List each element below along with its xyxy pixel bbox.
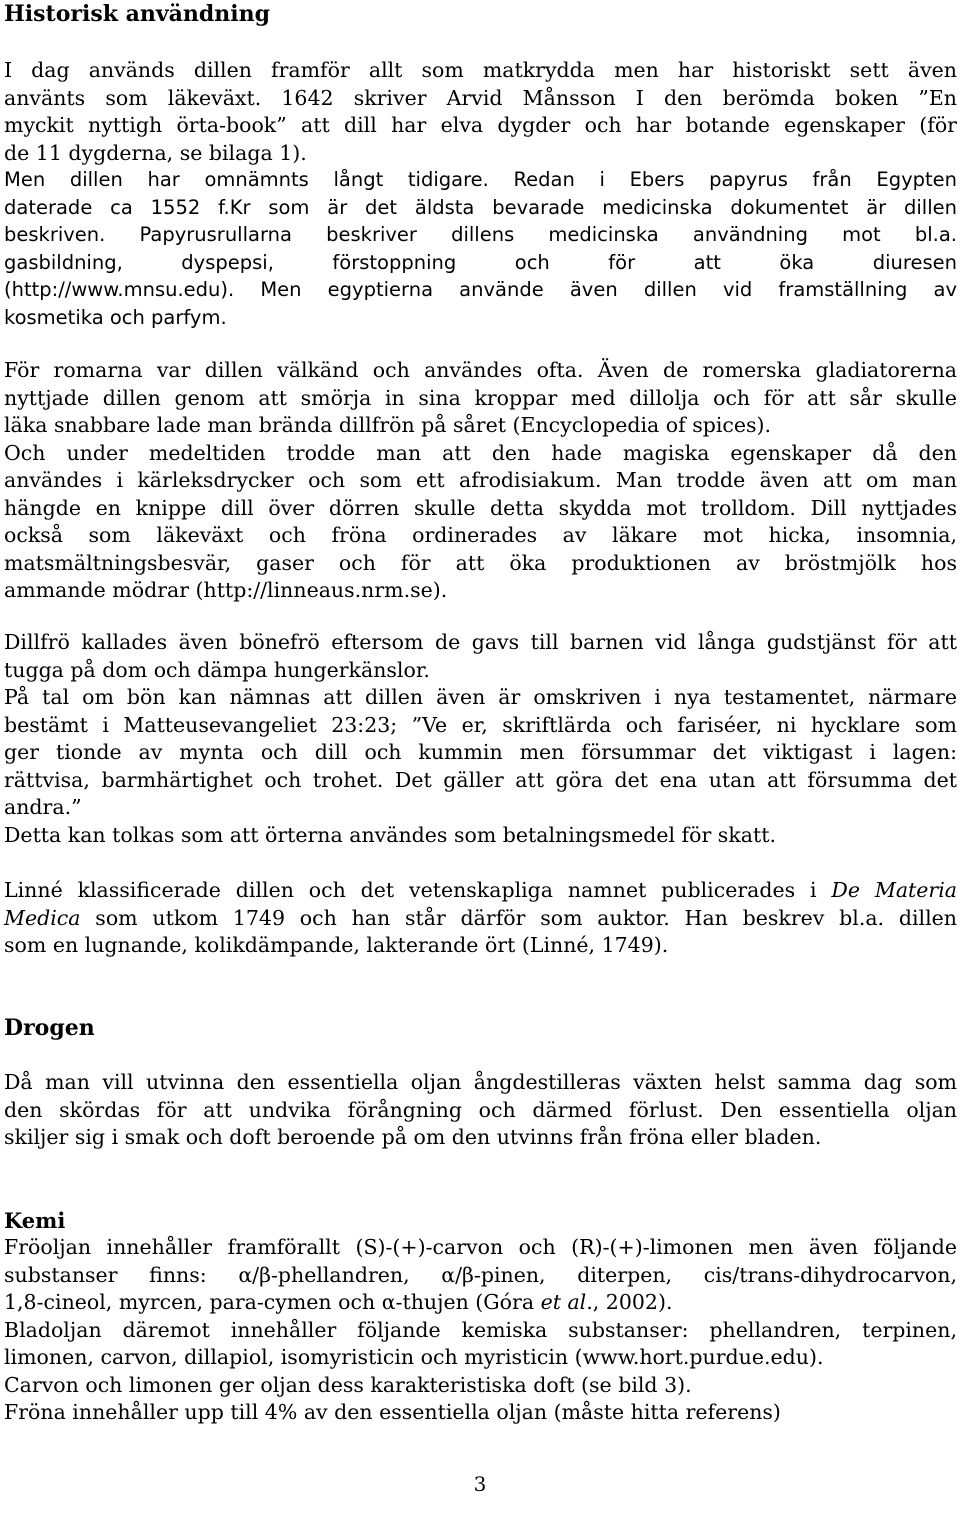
text-line: Då man vill utvinna den essentiella oljan ångdestilleras växten helst samma dag som <box>4 1070 957 1094</box>
book-title: De Materia <box>831 878 957 902</box>
text-line: användes i kärleksdrycker och som ett afrodisiakum. Man trodde även att om man <box>4 468 957 492</box>
text-line: den skördas för att undvika förångning och därmed förlust. Den essentiella oljan <box>4 1097 957 1122</box>
text-line: skiljer sig i smak och doft beroende på om den utvinns från fröna eller bladen. <box>4 1125 822 1149</box>
text-line: Och under medeltiden trodde man att den hade magiska egenskaper då den <box>4 440 957 465</box>
text-line: På tal om bön kan nämnas att dillen även är omskriven i nya testamentet, närmare <box>4 685 957 709</box>
book-title: Medica <box>4 905 81 930</box>
text-line: Fröna innehåller upp till 4% av den essentiella oljan (måste hitta referens) <box>4 1400 781 1424</box>
paragraph-dillfro <box>4 629 957 849</box>
text-line: beskriven. Papyrusrullarna beskriver dillens medicinska användning mot bl.a. <box>4 223 957 246</box>
heading-historisk: Historisk användning <box>4 1 270 27</box>
text-line: gasbildning, dyspepsi, förstoppning och för att öka diuresen <box>4 250 957 274</box>
text-line: Detta kan tolkas som att örterna användes som betalningsmedel för skatt. <box>4 822 776 847</box>
paragraph-drogen <box>4 1069 957 1152</box>
text-line: Carvon och limonen ger oljan dess karakteristiska doft (se bild 3). <box>4 1372 692 1397</box>
text-line: matsmältningsbesvär, gaser och för att öka produktionen av bröstmjölk hos <box>4 550 957 575</box>
text-line: också som läkeväxt och fröna ordinerades av läkare mot hicka, insomnia, <box>4 523 957 547</box>
heading-drogen: Drogen <box>4 1015 95 1041</box>
text-run: som utkom 1749 och han står därför som auktor. Han beskrev bl.a. dillen <box>80 905 957 930</box>
text-line: För romarna var dillen välkänd och användes ofta. Även de romerska gladiatorerna <box>4 358 957 382</box>
text-line: använts som läkeväxt. 1642 skriver Arvid Månsson I den berömda boken ”En <box>4 85 957 110</box>
text-line: I dag används dillen framför allt som matkrydda men har historiskt sett även <box>4 58 957 82</box>
paragraph-kemi <box>4 1234 957 1427</box>
text-line: limonen, carvon, dillapiol, isomyristicin och myristicin (www.hort.purdue.edu). <box>4 1345 824 1369</box>
text-line: rättvisa, barmhärtighet och trohet. Det gäller att göra det ena utan att försumma det <box>4 767 957 792</box>
text-run: 1,8-cineol, myrcen, para-cymen och α-thujen (Góra <box>4 1290 541 1314</box>
italic-run: et al <box>540 1290 587 1314</box>
text-run: Linné klassificerade dillen och det vetenskapliga namnet publicerades i <box>4 878 832 902</box>
text-line: Bladoljan däremot innehåller följande kemiska substanser: phellandren, terpinen, <box>4 1317 957 1342</box>
text-line: Men dillen har omnämnts långt tidigare. Redan i Ebers papyrus från Egypten <box>4 168 957 191</box>
text-line: de 11 dygderna, se bilaga 1). <box>4 140 307 165</box>
text-line: myckit nyttigh örta-book” att dill har elva dygder och har botande egenskaper (för <box>4 113 957 137</box>
text-line <box>4 1289 957 1317</box>
text-line: ammande mödrar (http://linneaus.nrm.se). <box>4 578 448 602</box>
text-line: (http://www.mnsu.edu). Men egyptierna använde även dillen vid framställning av <box>4 278 957 301</box>
page-number: 3 <box>473 1472 487 1496</box>
heading-kemi: Kemi <box>4 1208 66 1233</box>
text-line: ger tionde av mynta och dill och kummin men försummar det viktigast i lagen: <box>4 740 957 764</box>
text-line: substanser finns: α/β-phellandren, α/β-pinen, diterpen, cis/trans-dihydrocarvon, <box>4 1262 957 1287</box>
text-line: bestämt i Matteusevangeliet 23:23; ”Ve er, skriftlärda och fariséer, ni hycklare som <box>4 712 957 737</box>
paragraph-linne <box>4 877 957 960</box>
text-line: Fröoljan innehåller framförallt (S)-(+)-carvon och (R)-(+)-limonen men även följande <box>4 1235 957 1259</box>
text-line: andra.” <box>4 795 82 819</box>
text-line: nyttjade dillen genom att smörja in sina kroppar med dillolja och för att sår skulle <box>4 385 957 410</box>
text-line: hängde en knippe dill över dörren skulle detta skydda mot trolldom. Dill nyttjades <box>4 495 957 520</box>
paragraph-romans <box>4 357 957 605</box>
text-line: Dillfrö kallades även bönefrö eftersom de gavs till barnen vid långa gudstjänst för att <box>4 630 957 654</box>
text-line: läka snabbare lade man brända dillfrön på såret (Encyclopedia of spices). <box>4 413 772 437</box>
text-line <box>4 877 957 905</box>
text-line: daterade ca 1552 f.Kr som är det äldsta bevarade medicinska dokumentet är dillen <box>4 195 957 219</box>
paragraph-ebers <box>4 166 957 331</box>
text-line: som en lugnande, kolikdämpande, lakterande ört (Linné, 1749). <box>4 933 669 957</box>
paragraph-intro <box>4 57 957 167</box>
text-line <box>4 905 957 933</box>
text-run: ., 2002). <box>586 1290 673 1314</box>
text-line: kosmetika och parfym. <box>4 305 227 329</box>
text-line: tugga på dom och dämpa hungerkänslor. <box>4 657 430 682</box>
